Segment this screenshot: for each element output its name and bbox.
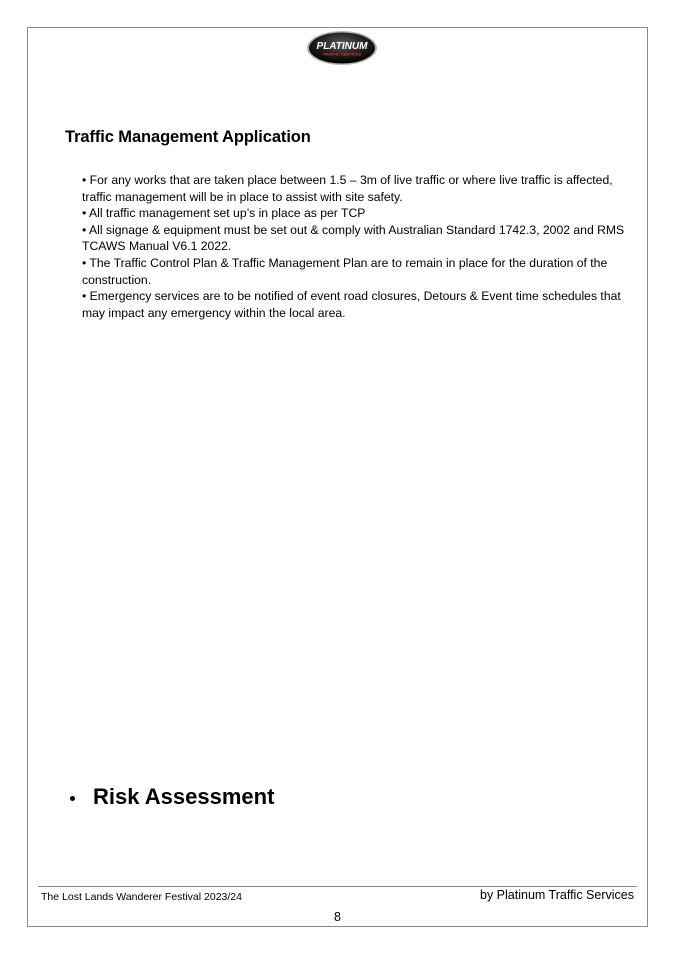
footer-company: by Platinum Traffic Services	[480, 888, 634, 902]
bullet-paragraph: • All traffic management set up’s in place as per TCP	[82, 206, 366, 221]
logo-text: PLATINUM	[316, 41, 368, 52]
body-text	[82, 172, 642, 321]
risk-assessment-label: Risk Assessment	[93, 784, 275, 809]
bullet-paragraph: • Emergency services are to be notified of event road closures, Detours & Event time schedules that may impact any emergency within the local area.	[82, 289, 621, 320]
platinum-logo	[306, 30, 378, 66]
risk-assessment-heading	[70, 784, 274, 810]
footer-document-title: The Lost Lands Wanderer Festival 2023/24	[41, 891, 242, 903]
logo-subtext: TRAFFIC SERVICES	[322, 51, 362, 57]
section-title: Traffic Management Application	[65, 128, 311, 146]
bullet-paragraph: • For any works that are taken place between 1.5 – 3m of live traffic or where live traffic is affected, traffic management will be in place to assist with site safety.	[82, 173, 613, 204]
bullet-paragraph: • The Traffic Control Plan & Traffic Management Plan are to remain in place for the duration of the construction.	[82, 255, 608, 287]
bullet-paragraph: • All signage & equipment must be set out & comply with Australian Standard 1742.3, 2002 and RMS TCAWS Manual V6.1 2022.	[82, 222, 625, 254]
bullet-icon	[70, 796, 75, 801]
page-number: 8	[334, 910, 341, 924]
footer-divider	[38, 886, 637, 887]
